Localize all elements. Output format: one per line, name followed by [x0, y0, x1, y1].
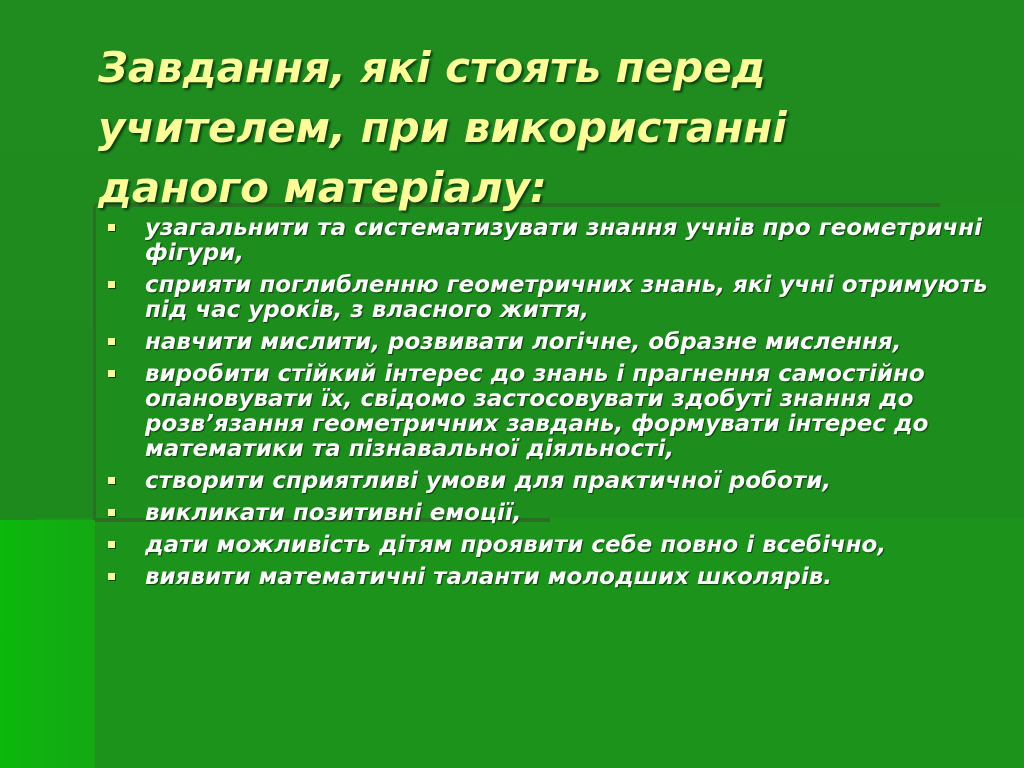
list-item	[105, 216, 995, 266]
decorative-line-vertical	[93, 205, 96, 520]
list-item-text: виявити математичні таланти молодших школярів.	[145, 564, 833, 590]
list-item	[105, 565, 995, 590]
list-item-text: узагальнити та систематизувати знання учнів про геометричні фігури,	[145, 215, 982, 266]
slide-title: Завдання, які стоять перед учителем, при використанні даного матеріалу:	[98, 43, 787, 212]
list-item-text: сприяти поглибленню геометричних знань, які учні отримують під час уроків, з власного життя,	[145, 272, 988, 323]
square-bullet-icon	[108, 281, 115, 288]
list-item	[105, 362, 995, 462]
list-item	[105, 273, 995, 323]
list-item-text: дати можливість дітям проявити себе повно і всебічно,	[145, 532, 887, 558]
square-bullet-icon	[108, 509, 115, 516]
square-bullet-icon	[108, 370, 115, 377]
background-left-accent	[0, 520, 95, 768]
square-bullet-icon	[108, 477, 115, 484]
square-bullet-icon	[108, 224, 115, 231]
square-bullet-icon	[108, 338, 115, 345]
list-item-text: створити сприятливі умови для практичної роботи,	[145, 468, 832, 494]
list-item-text: навчити мислити, розвивати логічне, образне мислення,	[145, 329, 902, 355]
list-item-text: виробити стійкий інтерес до знань і прагнення самостійно опановувати їх, свідомо застосовувати здобуті знання до розв’язання геометричних завдань, формувати інтерес до математики та пізнавальної діяльності,	[145, 361, 929, 462]
list-item	[105, 469, 995, 494]
list-item	[105, 533, 995, 558]
list-item	[105, 501, 995, 526]
list-item	[105, 330, 995, 355]
square-bullet-icon	[108, 541, 115, 548]
list-item-text: викликати позитивні емоції,	[145, 500, 522, 526]
task-list	[105, 216, 995, 597]
square-bullet-icon	[108, 573, 115, 580]
